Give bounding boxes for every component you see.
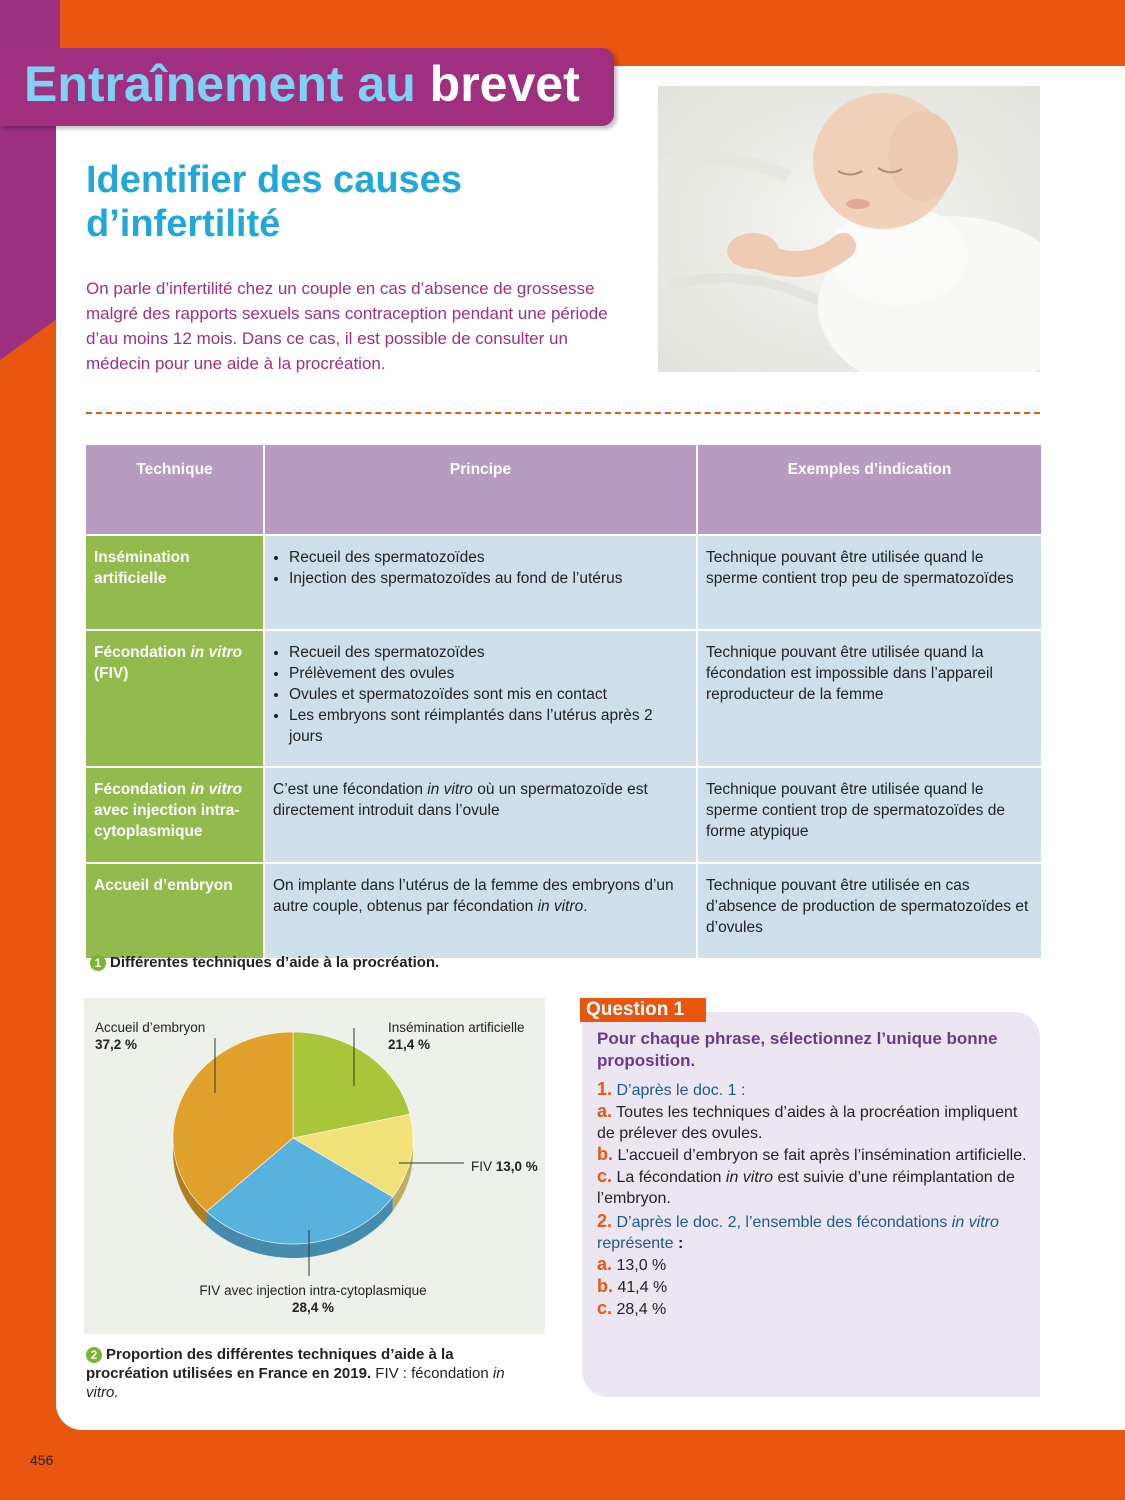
pie-chart-panel xyxy=(84,998,545,1334)
technique-cell: Fécondation in vitro (FIV) xyxy=(85,630,264,767)
q2-option-a[interactable]: a. 13,0 % xyxy=(597,1254,667,1274)
label-insemination: Insémination artificielle 21,4 % xyxy=(388,1020,525,1052)
techniques-table xyxy=(84,443,1043,960)
table-header-row xyxy=(85,444,1042,535)
q1-option-c[interactable]: c. La fécondation in vitro est suivie d’une réimplantation de l’embryon. xyxy=(597,1166,1015,1207)
table-row xyxy=(85,767,1042,863)
q1-option-b[interactable]: b. L’accueil d’embryon se fait après l’insémination artificielle. xyxy=(597,1144,1027,1164)
intro-paragraph: On parle d’infertilité chez un couple en cas d’absence de grossesse malgré des rapports sexuels sans contraception pendant une période d’au moins 12 mois. Dans ce cas, il est possible de consulter un médecin pour une aide à la procréation. xyxy=(86,279,608,373)
q2-option-c[interactable]: c. 28,4 % xyxy=(597,1298,667,1318)
q1-prompt: 1. D’après le doc. 1 : xyxy=(597,1079,746,1099)
technique-cell: Fécondation in vitro avec injection intra-cytoplasmique xyxy=(85,767,264,863)
principe-bullet: • Les embryons sont réimplantés dans l’utérus après 2 jours xyxy=(289,705,688,747)
label-fiv: FIV 13,0 % xyxy=(471,1159,538,1174)
principe-bullet: • Recueil des spermatozoïdes xyxy=(289,642,688,663)
principe-bullet: • Recueil des spermatozoïdes xyxy=(289,547,688,568)
table-row xyxy=(85,630,1042,767)
table-row xyxy=(85,863,1042,959)
principe-cell xyxy=(264,630,697,767)
label-accueil: Accueil d’embryon 37,2 % xyxy=(95,1020,206,1052)
doc1-caption: 1 Différentes techniques d’aide à la procréation. xyxy=(90,953,439,972)
indication-cell: Technique pouvant être utilisée quand la fécondation est impossible dans l’appareil reproducteur de la femme xyxy=(697,630,1042,767)
technique-cell: Accueil d’embryon xyxy=(85,863,264,959)
indication-cell: Technique pouvant être utilisée en cas d’absence de production de spermatozoïdes et d’ovules xyxy=(697,863,1042,959)
page-title: Identifier des causes d’infertilité xyxy=(86,159,462,245)
principe-bullet: • Ovules et spermatozoïdes sont mis en contact xyxy=(289,684,688,705)
banner-title-part2: brevet xyxy=(429,56,580,112)
principe-cell: On implante dans l’utérus de la femme des embryons d’un autre couple, obtenus par fécondation in vitro. xyxy=(264,863,697,959)
doc1-number-badge: 1 xyxy=(90,955,106,971)
q2-prompt: 2. D’après le doc. 2, l’ensemble des fécondations in vitro représente : xyxy=(597,1211,999,1252)
page-number: 456 xyxy=(30,1452,54,1468)
principe-cell xyxy=(264,535,697,630)
doc2-caption: 2 Proportion des différentes techniques d’aide à la procréation utilisées en France en 2019. FIV : fécondation in vitro. xyxy=(86,1346,505,1401)
header-indication: Exemples d’indication xyxy=(697,444,1042,535)
header-technique: Technique xyxy=(85,444,264,535)
technique-cell: Insémination artificielle xyxy=(85,535,264,630)
label-icsi: FIV avec injection intra-cytoplasmique 28,4 % xyxy=(199,1283,427,1315)
banner-title-part1: Entraînement au xyxy=(24,56,416,112)
q1-option-a[interactable]: a. Toutes les techniques d’aides à la procréation impliquent de prélever des ovules. xyxy=(597,1101,1018,1142)
indication-cell: Technique pouvant être utilisée quand le sperme contient trop peu de spermatozoïdes xyxy=(697,535,1042,630)
principe-bullet: • Injection des spermatozoïdes au fond de l’utérus xyxy=(289,568,688,589)
principe-cell: C’est une fécondation in vitro où un spermatozoïde est directement introduit dans l’ovule xyxy=(264,767,697,863)
header-principe: Principe xyxy=(264,444,697,535)
principe-bullet: • Prélèvement des ovules xyxy=(289,663,688,684)
question-tag: Question 1 xyxy=(580,998,706,1022)
table-row xyxy=(85,535,1042,630)
q2-option-b[interactable]: b. 41,4 % xyxy=(597,1276,668,1296)
baby-photo xyxy=(658,86,1040,372)
question-instruction: Pour chaque phrase, sélectionnez l’unique bonne proposition. xyxy=(597,1029,998,1070)
section-banner xyxy=(0,48,614,126)
doc2-number-badge: 2 xyxy=(86,1347,102,1363)
indication-cell: Technique pouvant être utilisée quand le sperme contient trop de spermatozoïdes de forme atypique xyxy=(697,767,1042,863)
section-divider xyxy=(86,412,1040,414)
question-body xyxy=(597,1079,1037,1320)
